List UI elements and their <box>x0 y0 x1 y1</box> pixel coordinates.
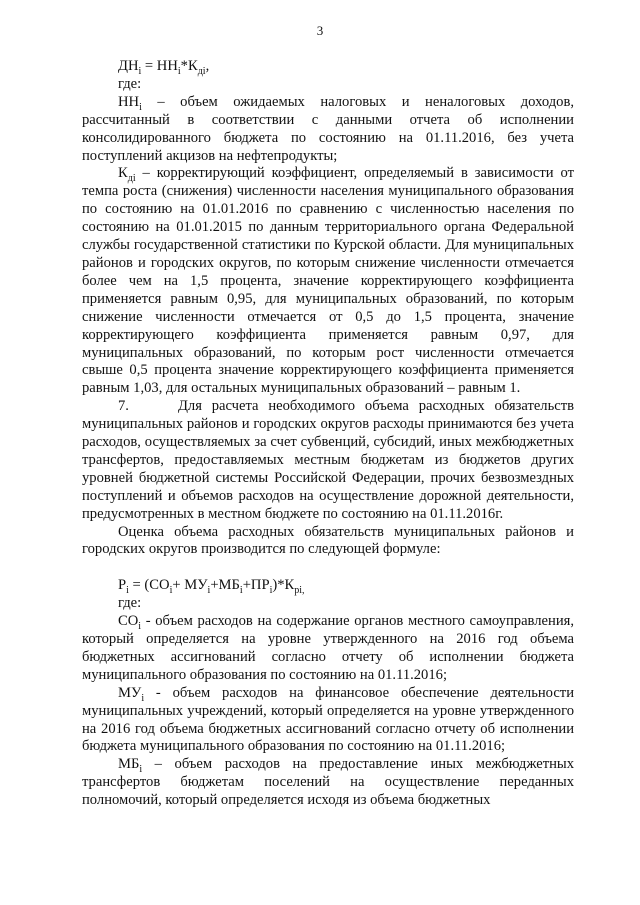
document-body <box>82 58 574 810</box>
definition-kd: $К_{дi}$ – корректирующий коэффициент, определяемый в зависимости от темпа роста (снижения) численности населения муниципального образования по состоянию на 01.01.2016 по сравнению с численностью населения по состоянию на 01.01.2015 по данным территориального органа Федеральной службы государственной статистики по Курской области. Для муниципальных районов и городских округов, по которым снижение численности отмечается более чем на 1,5 процента, значение корректирующего коэффициента применяется равным 0,95, для муниципальных образований, по которым снижение численности отмечается от 0,5 до 1,5 процента, значение корректирующего коэффициента применяется равным 0,97, для муниципальных образований, по которым рост численности отмечается свыше 0,5 процента значение корректирующего коэффициента применяется равным 1,03, для остальных муниципальных образований – равным 1. <box>82 165 574 397</box>
where-label-2: где: <box>118 595 142 612</box>
paragraph-item-7: 7. Для расчета необходимого объема расходных обязательств муниципальных районов и городских округов расходы принимаются без учета расходов, осуществляемых за счет субвенций, субсидий, иных межбюджетных трансфертов, предоставляемых местным бюджетам из бюджетов других уровней бюджетной системы Российской Федерации, прочих безвозмездных поступлений и объемов расходов на осуществление дорожной деятельности, предусмотренных в местном бюджете по состоянию на 01.11.2016г. <box>82 398 574 522</box>
definition-nn: $НН_i$ – объем ожидаемых налоговых и неналоговых доходов, рассчитанный в соответствии с данными отчета об исполнении консолидированного бюджета по состоянию на 01.11.2016, без учета поступлений акцизов на нефтепродукты; <box>82 93 574 164</box>
definition-mu: $МУ_i$ - объем расходов на финансовое обеспечение деятельности муниципальных учреждений, который определяется на уровне утвержденного на 2016 год объема бюджетных ассигнований согласно отчету об исполнении бюджета муниципального образования по состоянию на 01.11.2016; <box>82 684 574 755</box>
spacer <box>82 559 574 577</box>
formula-dn: $ДН_i = НН_i*К_{дi}$, <box>118 58 210 77</box>
definition-co: $СО_i$ - объем расходов на содержание органов местного самоуправления, который определяется на уровне утвержденного на 2016 год объема бюджетных ассигнований согласно отчету об исполнении бюджета муниципального образования по состоянию на 01.11.2016; <box>82 613 574 683</box>
formula-p: $Р_i = (СО_i+ МУ_i+МБ_i+ПР_i)*К_{рi,}$ <box>118 577 305 597</box>
definition-mb: $МБ_i$ – объем расходов на предоставление иных межбюджетных трансфертов бюджетам поселений на осуществление переданных полномочий, который определяется исходя из объема бюджетных <box>82 756 574 809</box>
where-label: где: <box>118 75 142 92</box>
page-number: 3 <box>316 23 324 38</box>
paragraph-assessment: Оценка объема расходных обязательств муниципальных районов и городских округов производится по следующей формуле: <box>82 523 574 558</box>
